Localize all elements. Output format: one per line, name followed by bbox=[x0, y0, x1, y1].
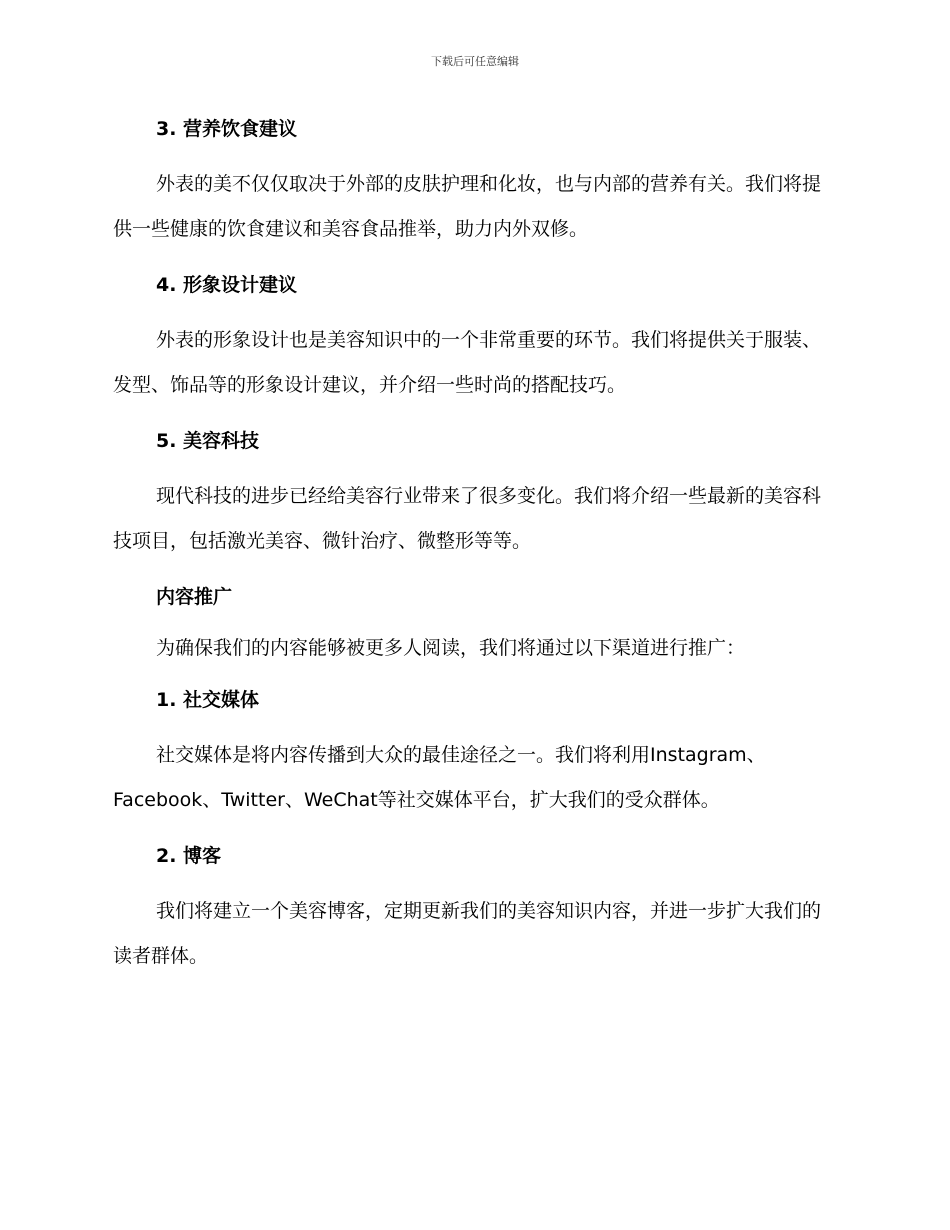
section-heading: 3. 营养饮食建议 bbox=[156, 118, 298, 140]
section-paragraph: 外表的美不仅仅取决于外部的皮肤护理和化妆，也与内部的营养有关。我们将提供一些健康的饮食建议和美容食品推举，助力内外双修。 bbox=[113, 173, 822, 240]
section-paragraph: 外表的形象设计也是美容知识中的一个非常重要的环节。我们将提供关于服装、发型、饰品等的形象设计建议，并介绍一些时尚的搭配技巧。 bbox=[113, 329, 822, 396]
section-heading: 1. 社交媒体 bbox=[156, 689, 260, 711]
section-paragraph: 为确保我们的内容能够被更多人阅读，我们将通过以下渠道进行推广： bbox=[156, 637, 746, 659]
section-paragraph: 社交媒体是将内容传播到大众的最佳途径之一。我们将利用Instagram、Facebook、Twitter、WeChat等社交媒体平台，扩大我们的受众群体。 bbox=[113, 744, 766, 811]
section-heading: 内容推广 bbox=[156, 586, 233, 608]
section-paragraph: 我们将建立一个美容博客，定期更新我们的美容知识内容，并进一步扩大我们的读者群体。 bbox=[113, 900, 822, 967]
section-heading: 5. 美容科技 bbox=[156, 430, 260, 452]
document-body bbox=[113, 112, 838, 979]
section-paragraph: 现代科技的进步已经给美容行业带来了很多变化。我们将介绍一些最新的美容科技项目，包括激光美容、微针治疗、微整形等等。 bbox=[113, 485, 822, 552]
section-heading: 2. 博客 bbox=[156, 845, 222, 867]
section-heading: 4. 形象设计建议 bbox=[156, 274, 298, 296]
page-header-note: 下载后可任意编辑 bbox=[431, 55, 519, 68]
